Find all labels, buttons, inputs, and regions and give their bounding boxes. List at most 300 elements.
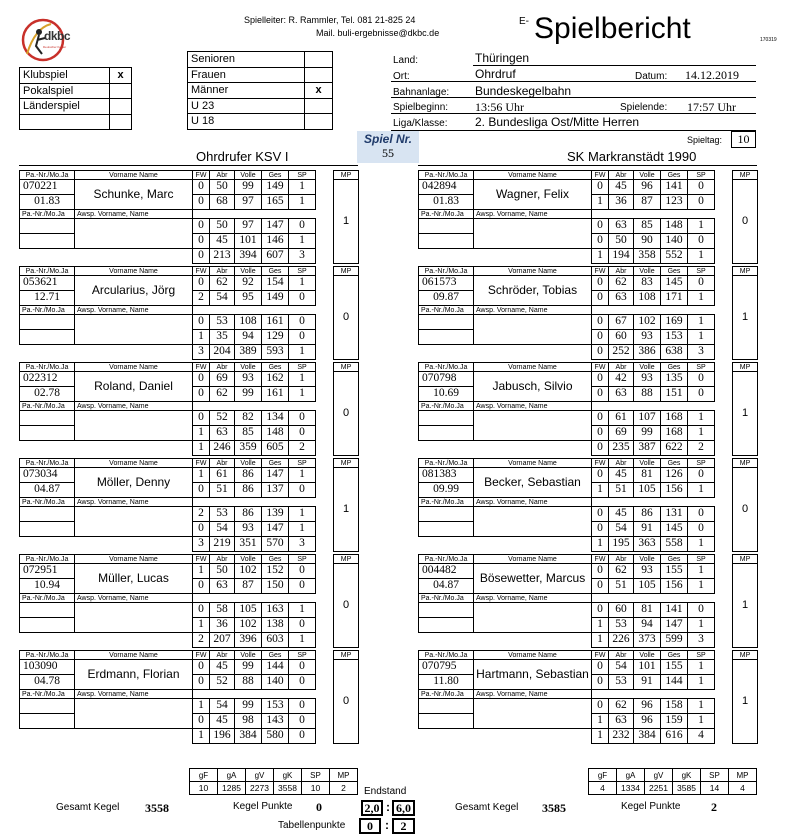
name-header: Vorname Name (75, 651, 193, 660)
score-cell: 386 (634, 345, 661, 360)
ort-label: Ort: (393, 71, 410, 82)
score-cell: 147 (661, 618, 688, 633)
score-cell: 1 (193, 618, 210, 633)
score-cell: 1 (688, 483, 715, 498)
category-mark: x (305, 83, 333, 99)
totals-header: gA (218, 769, 246, 782)
score-cell: 153 (661, 330, 688, 345)
ausw-header: Awsp. Vorname, Name (75, 690, 193, 699)
score-cell: 0 (193, 714, 210, 729)
pass-number: 022312 (20, 372, 75, 387)
page-title: Spielbericht (534, 12, 691, 45)
score-cell: 2 (289, 441, 316, 456)
mp-header: MP (334, 363, 359, 372)
mp-header: MP (733, 267, 758, 276)
name-header: Vorname Name (75, 459, 193, 468)
col-header: FW (592, 363, 609, 372)
land-value: Thüringen (475, 51, 530, 65)
mp-header: MP (733, 363, 758, 372)
score-cell: 0 (289, 675, 316, 690)
score-cell: 0 (193, 315, 210, 330)
endstand-away: 6,0 (392, 800, 415, 816)
score-cell: 1 (289, 468, 316, 483)
spiel-nr-label: Spiel Nr. (363, 132, 413, 146)
player-block (418, 650, 758, 744)
liga-label: Liga/Klasse: (393, 118, 448, 129)
score-cell: 0 (289, 330, 316, 345)
pass-number: 103090 (20, 660, 75, 675)
col-header: Volle (235, 651, 262, 660)
score-cell: 599 (661, 633, 688, 648)
score-cell: 213 (210, 249, 235, 264)
score-cell: 194 (609, 249, 634, 264)
category-row (188, 52, 333, 68)
player-block (418, 362, 758, 456)
score-cell: 0 (592, 660, 609, 675)
score-cell: 155 (661, 660, 688, 675)
score-cell: 1 (193, 564, 210, 579)
home-gesamt-label: Gesamt Kegel (56, 802, 120, 813)
birth-date: 01.83 (20, 195, 75, 210)
score-cell: 144 (262, 660, 289, 675)
category-mark (305, 67, 333, 83)
score-cell: 54 (609, 660, 634, 675)
score-cell: 53 (210, 315, 235, 330)
score-cell: 149 (262, 180, 289, 195)
home-gesamt-value: 3558 (145, 801, 169, 815)
score-cell: 3 (688, 345, 715, 360)
totals-value: 10 (190, 782, 218, 795)
totals-value: 14 (701, 782, 729, 795)
score-cell: 0 (592, 699, 609, 714)
endstand-home: 2,0 (361, 800, 383, 816)
score-cell: 0 (592, 426, 609, 441)
pass-number: 061573 (419, 276, 474, 291)
score-cell: 134 (262, 411, 289, 426)
score-cell: 0 (289, 714, 316, 729)
category-label: U 18 (188, 114, 305, 130)
score-cell: 0 (592, 387, 609, 402)
category-label: Frauen (188, 67, 305, 83)
home-totals (189, 768, 358, 795)
score-cell: 0 (193, 387, 210, 402)
endstand-colon: : (386, 800, 390, 814)
score-cell: 148 (661, 219, 688, 234)
col-header: Ges (661, 555, 688, 564)
score-cell: 1 (193, 468, 210, 483)
score-cell: 1 (193, 426, 210, 441)
logo-text: dkbc (44, 29, 71, 43)
away-gesamt-value: 3585 (542, 801, 566, 815)
tabellenpunkte-label: Tabellenpunkte (278, 820, 346, 831)
score-cell: 1 (289, 345, 316, 360)
pass-number: 073034 (20, 468, 75, 483)
player-mp: 0 (334, 564, 359, 648)
col-header: Abr (609, 267, 634, 276)
score-cell: 0 (592, 411, 609, 426)
pass-header: Pa.-Nr./Mo.Ja (20, 651, 75, 660)
pass-number: 072951 (20, 564, 75, 579)
totals-value: 2 (330, 782, 358, 795)
score-cell: 135 (661, 372, 688, 387)
home-team-name: Ohrdrufer KSV I (196, 149, 289, 164)
score-cell: 149 (262, 291, 289, 306)
score-cell: 97 (235, 195, 262, 210)
col-header: FW (592, 171, 609, 180)
score-cell: 0 (193, 579, 210, 594)
pass-header: Pa.-Nr./Mo.Ja (419, 267, 474, 276)
score-cell: 69 (210, 372, 235, 387)
score-cell: 1 (688, 249, 715, 264)
organizer-line: Spielleiter: R. Rammler, Tel. 081 21-825 24 (244, 15, 416, 25)
player-block (19, 554, 359, 648)
game-type-mark (110, 83, 132, 99)
col-header: Abr (609, 459, 634, 468)
player-mp: 1 (334, 468, 359, 552)
score-cell: 99 (235, 180, 262, 195)
col-header: Ges (661, 651, 688, 660)
score-cell: 45 (210, 234, 235, 249)
category-table (187, 51, 333, 130)
col-header: SP (688, 651, 715, 660)
col-header: Abr (210, 267, 235, 276)
score-cell: 90 (634, 234, 661, 249)
score-cell: 45 (609, 180, 634, 195)
e-prefix: E- (519, 16, 529, 27)
score-cell: 63 (609, 387, 634, 402)
score-cell: 62 (210, 276, 235, 291)
home-kegelpunkte-value: 0 (316, 800, 322, 814)
score-cell: 145 (661, 522, 688, 537)
score-cell: 91 (634, 675, 661, 690)
score-cell: 0 (688, 507, 715, 522)
score-cell: 54 (210, 522, 235, 537)
pass-header: Pa.-Nr./Mo.Ja (419, 651, 474, 660)
player-mp: 1 (334, 180, 359, 264)
score-cell: 2 (688, 441, 715, 456)
home-kegelpunkte-label: Kegel Punkte (233, 801, 293, 812)
score-cell: 62 (609, 699, 634, 714)
score-cell: 0 (592, 315, 609, 330)
score-cell: 384 (235, 729, 262, 744)
col-header: Ges (262, 363, 289, 372)
ausw-header: Awsp. Vorname, Name (75, 402, 193, 411)
birth-date: 04.87 (419, 579, 474, 594)
score-cell: 0 (193, 483, 210, 498)
score-cell: 92 (235, 276, 262, 291)
score-cell: 137 (262, 483, 289, 498)
score-cell: 0 (592, 522, 609, 537)
score-cell: 1 (688, 675, 715, 690)
category-mark (305, 98, 333, 114)
match-info (391, 51, 756, 131)
col-header: FW (193, 363, 210, 372)
totals-value: 2251 (645, 782, 673, 795)
score-cell: 139 (262, 507, 289, 522)
pass-number: 042894 (419, 180, 474, 195)
score-cell: 168 (661, 411, 688, 426)
score-cell: 558 (661, 537, 688, 552)
score-cell: 226 (609, 633, 634, 648)
col-header: Ges (262, 555, 289, 564)
score-cell: 98 (235, 714, 262, 729)
score-cell: 1 (592, 714, 609, 729)
totals-header: SP (701, 769, 729, 782)
score-cell: 0 (289, 660, 316, 675)
score-cell: 2 (193, 507, 210, 522)
score-cell: 52 (210, 411, 235, 426)
score-cell: 86 (634, 507, 661, 522)
score-cell: 95 (235, 291, 262, 306)
score-cell: 69 (609, 426, 634, 441)
score-cell: 63 (210, 579, 235, 594)
score-cell: 363 (634, 537, 661, 552)
score-cell: 0 (688, 180, 715, 195)
col-header: SP (289, 267, 316, 276)
beginn-label: Spielbeginn: (393, 102, 449, 113)
score-cell: 359 (235, 441, 262, 456)
game-type-mark (110, 99, 132, 115)
game-type-mark: x (110, 68, 132, 84)
score-cell: 0 (592, 441, 609, 456)
ausw-header: Awsp. Vorname, Name (474, 690, 592, 699)
score-cell: 0 (688, 276, 715, 291)
pass-header: Pa.-Nr./Mo.Ja (419, 363, 474, 372)
score-cell: 196 (210, 729, 235, 744)
score-cell: 108 (235, 315, 262, 330)
score-cell: 45 (609, 468, 634, 483)
score-cell: 61 (210, 468, 235, 483)
ausw-header: Awsp. Vorname, Name (75, 210, 193, 219)
score-cell: 96 (634, 714, 661, 729)
score-cell: 153 (262, 699, 289, 714)
score-cell: 0 (193, 195, 210, 210)
game-type-table (19, 67, 132, 130)
col-header: Ges (661, 171, 688, 180)
score-cell: 0 (289, 411, 316, 426)
col-header: Abr (210, 459, 235, 468)
score-cell: 143 (262, 714, 289, 729)
score-cell: 246 (210, 441, 235, 456)
pass-header: Pa.-Nr./Mo.Ja (20, 267, 75, 276)
category-row (188, 98, 333, 114)
player-name: Erdmann, Florian (75, 660, 193, 690)
score-cell: 63 (609, 291, 634, 306)
away-players (418, 170, 757, 746)
totals-header: gA (617, 769, 645, 782)
ende-value: 17:57 Uhr (687, 100, 736, 114)
player-name: Roland, Daniel (75, 372, 193, 402)
score-cell: 1 (289, 180, 316, 195)
mp-header: MP (334, 651, 359, 660)
player-name: Arcularius, Jörg (75, 276, 193, 306)
score-cell: 0 (592, 507, 609, 522)
score-cell: 0 (289, 483, 316, 498)
land-label: Land: (393, 55, 419, 66)
col-header: Volle (634, 555, 661, 564)
score-cell: 102 (634, 315, 661, 330)
ausw-header: Awsp. Vorname, Name (75, 498, 193, 507)
score-cell: 0 (289, 699, 316, 714)
col-header: SP (289, 459, 316, 468)
score-cell: 141 (661, 603, 688, 618)
score-cell: 1 (688, 579, 715, 594)
col-header: Abr (210, 363, 235, 372)
score-cell: 151 (661, 387, 688, 402)
score-cell: 51 (609, 579, 634, 594)
totals-value: 3585 (673, 782, 701, 795)
score-cell: 105 (634, 579, 661, 594)
totals-header: gF (190, 769, 218, 782)
score-cell: 0 (592, 330, 609, 345)
birth-date: 12.71 (20, 291, 75, 306)
totals-header: gK (673, 769, 701, 782)
score-cell: 0 (592, 219, 609, 234)
score-cell: 86 (235, 468, 262, 483)
score-cell: 161 (262, 315, 289, 330)
score-cell: 58 (210, 603, 235, 618)
totals-header: gV (246, 769, 274, 782)
pass-number: 004482 (419, 564, 474, 579)
score-cell: 54 (210, 699, 235, 714)
col-header: FW (592, 459, 609, 468)
ausw-header: Awsp. Vorname, Name (474, 210, 592, 219)
birth-date: 09.87 (419, 291, 474, 306)
col-header: Volle (634, 363, 661, 372)
score-cell: 123 (661, 195, 688, 210)
score-cell: 62 (609, 564, 634, 579)
score-cell: 0 (193, 219, 210, 234)
game-type-row (20, 114, 132, 130)
name-header: Vorname Name (75, 267, 193, 276)
score-cell: 0 (193, 234, 210, 249)
pass-header: Pa.-Nr./Mo.Ja (419, 171, 474, 180)
score-cell: 53 (609, 675, 634, 690)
col-header: FW (193, 459, 210, 468)
score-cell: 129 (262, 330, 289, 345)
score-cell: 94 (634, 618, 661, 633)
score-cell: 0 (592, 603, 609, 618)
pass-header-sub: Pa.-Nr./Mo.Ja (20, 402, 75, 411)
ausw-header: Awsp. Vorname, Name (474, 594, 592, 603)
score-cell: 1 (592, 483, 609, 498)
pass-number: 070798 (419, 372, 474, 387)
score-cell: 1 (688, 564, 715, 579)
score-cell: 580 (262, 729, 289, 744)
ausw-header: Awsp. Vorname, Name (474, 306, 592, 315)
score-cell: 50 (210, 180, 235, 195)
dkbc-logo (17, 16, 79, 64)
score-cell: 162 (262, 372, 289, 387)
name-header: Vorname Name (474, 555, 592, 564)
score-cell: 102 (235, 564, 262, 579)
score-cell: 3 (289, 249, 316, 264)
totals-header: gV (645, 769, 673, 782)
score-cell: 82 (235, 411, 262, 426)
player-block (19, 650, 359, 744)
score-cell: 62 (609, 276, 634, 291)
score-cell: 88 (634, 387, 661, 402)
ausw-header: Awsp. Vorname, Name (75, 594, 193, 603)
score-cell: 2 (193, 291, 210, 306)
score-cell: 99 (235, 699, 262, 714)
pass-header-sub: Pa.-Nr./Mo.Ja (20, 306, 75, 315)
score-cell: 1 (289, 387, 316, 402)
totals-value: 2273 (246, 782, 274, 795)
score-cell: 158 (661, 699, 688, 714)
score-cell: 0 (592, 372, 609, 387)
player-name: Jabusch, Silvio (474, 372, 592, 402)
pass-header: Pa.-Nr./Mo.Ja (419, 555, 474, 564)
score-cell: 68 (210, 195, 235, 210)
score-cell: 159 (661, 714, 688, 729)
score-cell: 147 (262, 522, 289, 537)
score-cell: 1 (688, 699, 715, 714)
score-cell: 0 (688, 603, 715, 618)
col-header: Ges (661, 267, 688, 276)
score-cell: 396 (235, 633, 262, 648)
score-cell: 93 (634, 372, 661, 387)
score-cell: 1 (592, 729, 609, 744)
score-cell: 86 (235, 507, 262, 522)
score-cell: 1 (688, 537, 715, 552)
col-header: Volle (235, 171, 262, 180)
player-name: Bösewetter, Marcus (474, 564, 592, 594)
player-mp: 0 (334, 660, 359, 744)
col-header: SP (688, 459, 715, 468)
score-cell: 1 (592, 633, 609, 648)
pass-number: 070795 (419, 660, 474, 675)
score-cell: 140 (661, 234, 688, 249)
col-header: Ges (262, 651, 289, 660)
col-header: Volle (634, 171, 661, 180)
score-cell: 152 (262, 564, 289, 579)
game-type-label (20, 114, 110, 130)
score-cell: 1 (193, 441, 210, 456)
player-mp: 1 (733, 564, 758, 648)
col-header: Ges (661, 459, 688, 468)
player-block (19, 458, 359, 552)
score-cell: 1 (688, 330, 715, 345)
away-totals (588, 768, 757, 795)
score-cell: 147 (262, 219, 289, 234)
category-label: Senioren (188, 52, 305, 68)
score-cell: 0 (592, 291, 609, 306)
player-mp: 0 (334, 372, 359, 456)
player-mp: 1 (733, 372, 758, 456)
score-cell: 351 (235, 537, 262, 552)
liga-value: 2. Bundesliga Ost/Mitte Herren (475, 115, 640, 129)
score-cell: 0 (592, 345, 609, 360)
score-cell: 0 (289, 564, 316, 579)
score-cell: 0 (289, 579, 316, 594)
score-cell: 2 (193, 633, 210, 648)
player-mp: 0 (334, 276, 359, 360)
score-cell: 570 (262, 537, 289, 552)
score-cell: 45 (609, 507, 634, 522)
score-cell: 252 (609, 345, 634, 360)
away-team-name: SK Markranstädt 1990 (567, 149, 697, 164)
score-cell: 93 (634, 330, 661, 345)
away-kegelpunkte-value: 2 (711, 800, 717, 814)
score-cell: 168 (661, 426, 688, 441)
score-cell: 155 (661, 564, 688, 579)
score-cell: 144 (661, 675, 688, 690)
col-header: FW (592, 267, 609, 276)
score-cell: 63 (609, 219, 634, 234)
score-cell: 163 (262, 603, 289, 618)
totals-value: 1285 (218, 782, 246, 795)
